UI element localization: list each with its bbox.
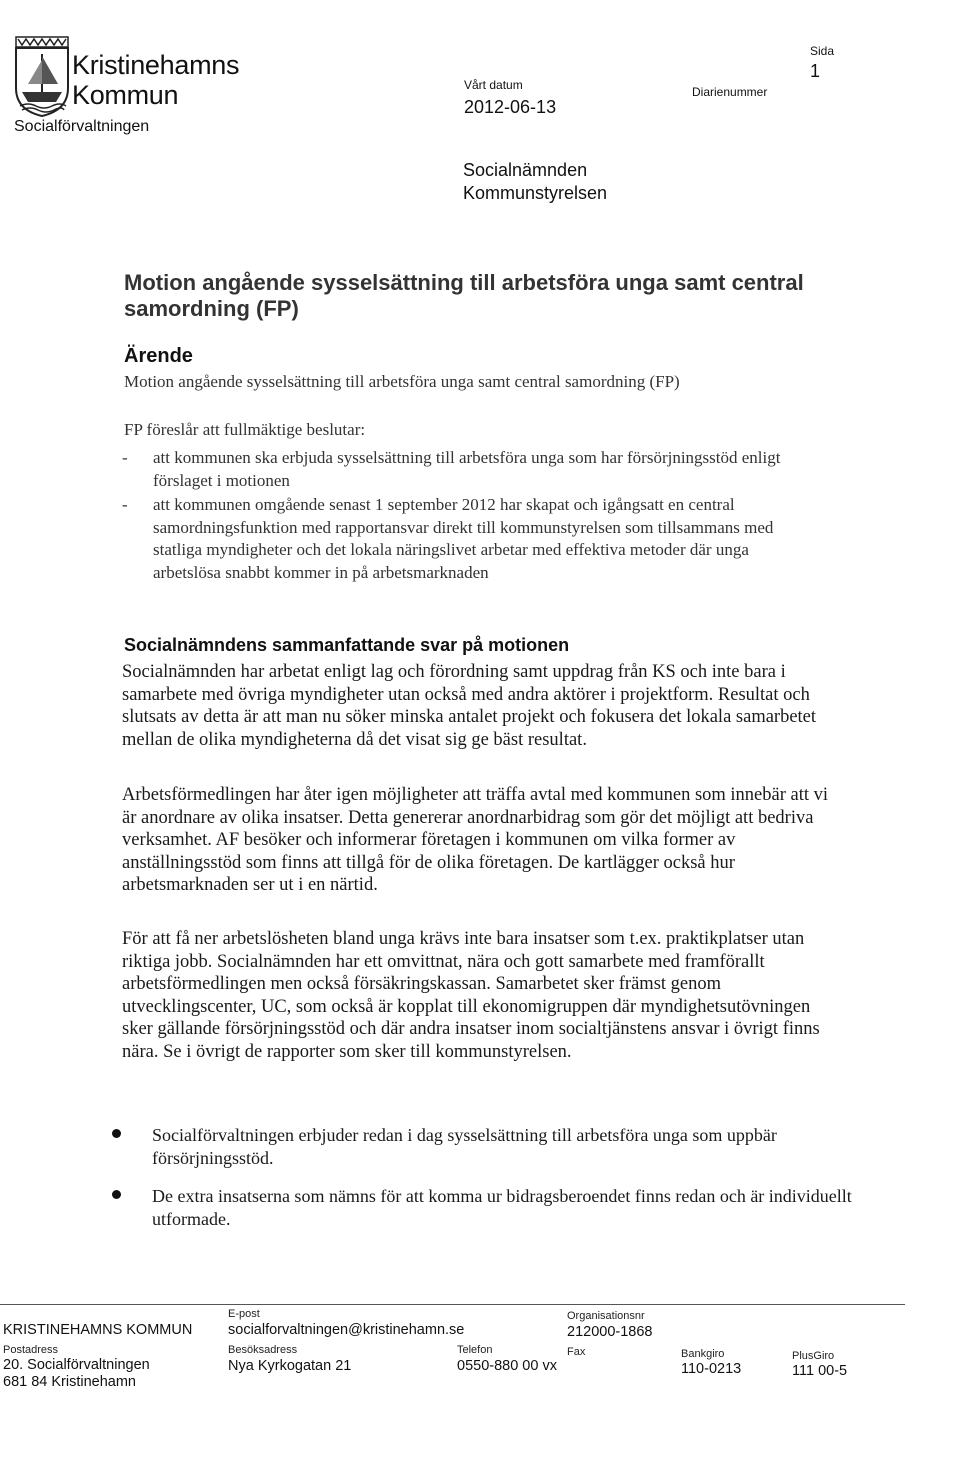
proposal-item [122, 447, 802, 492]
dash-marker: - [122, 448, 128, 467]
page-number: 1 [810, 61, 821, 81]
bullet-dot-icon [112, 1129, 121, 1138]
footer-visit-label: Besöksadress [228, 1344, 298, 1356]
footer-postal-line-1: 20. Socialförvaltningen [3, 1357, 150, 1373]
footer-postal-line-2: 681 84 Kristinehamn [3, 1374, 136, 1390]
recipient-1: Socialnämnden [463, 160, 588, 180]
proposal-item [122, 494, 802, 584]
arende-text: Motion angående sysselsättning till arbetsföra unga samt central samordning (FP) [124, 372, 680, 391]
body-paragraph: För att få ner arbetslösheten bland unga krävs inte bara insatser som t.ex. praktikplatser utan riktiga jobb. Socialnämnden har ett omvittnat, nära och gott samarbete med framförallt arbetsförmedlingen men också försäkringskassan. Samarbetet sker främst genom utvecklingscenter, UC, som också är kopplat till ekonomigruppen där myndighetsutövningen sker gällande försörjningsstöd och där andra insatser inom socialtjänstens ansvar i övrigt finns nära. Se i övrigt de rapporter som sker till kommunstyrelsen. [122, 929, 820, 1062]
footer-visit-value: Nya Kyrkogatan 21 [228, 1358, 352, 1374]
date-label: Vårt datum [464, 78, 523, 92]
municipal-coat-of-arms-logo [14, 36, 70, 118]
footer-bankgiro-value: 110-0213 [681, 1361, 742, 1377]
page-label: Sida [810, 44, 835, 58]
bullet-item-text: Socialförvaltningen erbjuder redan i dag sysselsättning till arbetsföra unga som uppbär försörjningsstöd. [152, 1125, 777, 1168]
footer-phone-label: Telefon [457, 1344, 493, 1356]
organization-name-line-1: Kristinehamns [72, 50, 240, 80]
registration-number-label: Diarienummer [692, 85, 768, 99]
body-paragraph: Arbetsförmedlingen har åter igen möjligheter att träffa avtal med kommunen som innebär att vi är anordnare av olika insatser. Detta genererar anordnarbidrag som gör det möjligt att bedriva verksamhet. AF besöker och informerar företagen i kommunen om vilka former av anställningsstöd som finns att tillgå för de olika företagen. De kartlägger också hur arbetsmarknaden ser ut i en närtid. [122, 785, 829, 895]
bullet-dot-icon [112, 1190, 121, 1199]
bullet-item [112, 1124, 852, 1169]
proposal-item-text: att kommunen ska erbjuda sysselsättning till arbetsföra unga som har försörjningsstöd enligt förslaget i motionen [153, 448, 781, 490]
organization-name-line-2: Kommun [72, 80, 179, 110]
section-heading-arende: Ärende [124, 345, 193, 367]
footer-orgnr-label: Organisationsnr [567, 1310, 645, 1322]
proposal-intro: FP föreslår att fullmäktige beslutar: [124, 420, 366, 439]
footer-org-name: KRISTINEHAMNS KOMMUN [3, 1322, 193, 1338]
bullet-item-text: De extra insatserna som nämns för att komma ur bidragsberoendet finns redan och är individuellt utformade. [152, 1186, 852, 1229]
dash-marker: - [122, 495, 128, 514]
footer-divider [0, 1304, 905, 1305]
footer-fax-label: Fax [567, 1346, 586, 1358]
footer-plusgiro-label: PlusGiro [792, 1350, 835, 1362]
proposal-item-text: att kommunen omgående senast 1 september 2012 har skapat och igångsatt en central samordningsfunktion med rapportansvar direkt till kommunstyrelsen som tillsammans med statliga myndigheter och det lokala näringslivet arbetar med effektiva metoder där unga arbetslösa snabbt kommer in på arbetsmarknaden [153, 495, 774, 582]
bullet-item [112, 1185, 852, 1230]
section-heading-summary: Socialnämndens sammanfattande svar på motionen [124, 635, 570, 655]
footer-email-value: socialforvaltningen@kristinehamn.se [228, 1322, 465, 1338]
department-name: Socialförvaltningen [14, 118, 150, 135]
footer-postal-label: Postadress [3, 1344, 59, 1356]
recipient-2: Kommunstyrelsen [463, 183, 608, 203]
footer-email-label: E-post [228, 1308, 260, 1320]
footer-phone-value: 0550-880 00 vx [457, 1358, 557, 1374]
footer-orgnr-value: 212000-1868 [567, 1324, 653, 1340]
footer-plusgiro-value: 111 00-5 [792, 1363, 848, 1379]
footer-bankgiro-label: Bankgiro [681, 1348, 725, 1360]
body-paragraph: Socialnämnden har arbetat enligt lag och förordning samt uppdrag från KS och inte bara i samarbete med övriga myndigheter utan också med andra aktörer i projektform. Resultat och slutsats av detta är att man nu söker minska antalet projekt och fokusera det lokala samarbetet mellan de olika myndigheterna då det visat sig ge bäst resultat. [122, 662, 817, 750]
date-value: 2012-06-13 [464, 97, 557, 117]
document-title: Motion angående sysselsättning till arbetsföra unga samt central samordning (FP) [124, 270, 804, 321]
